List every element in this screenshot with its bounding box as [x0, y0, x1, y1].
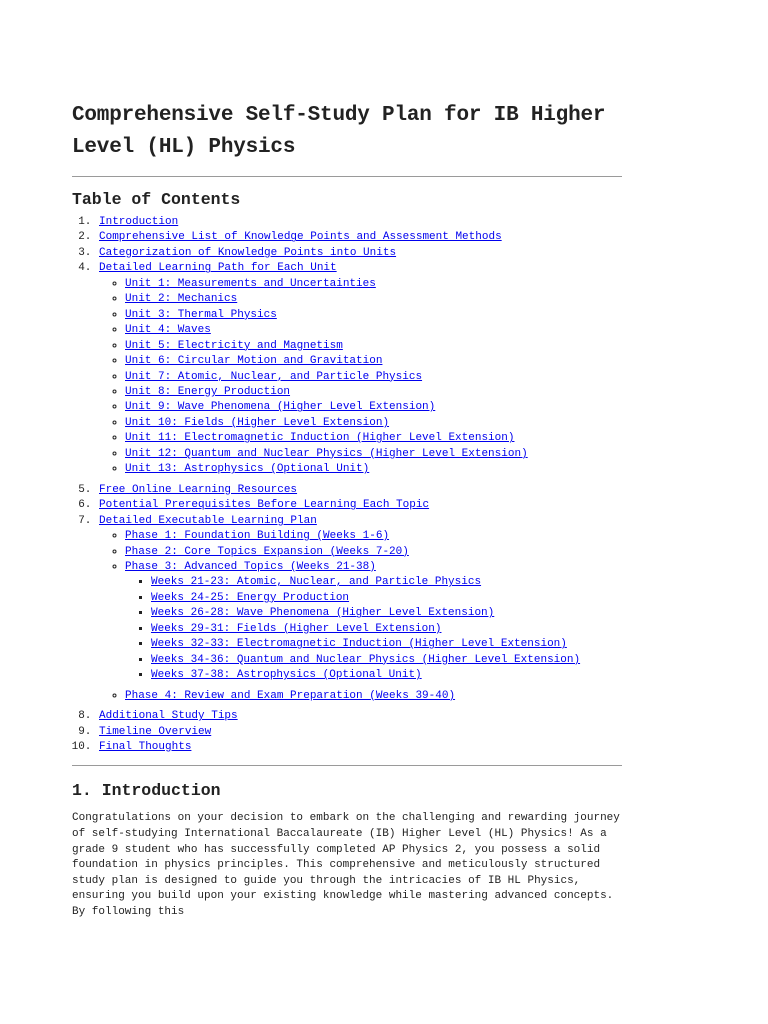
toc-subitem	[125, 529, 622, 544]
toc-link-weeks[interactable]: Weeks 26-28: Wave Phenomena (Higher Level Extension)	[151, 607, 495, 620]
toc-subitem	[125, 431, 622, 446]
toc-subitem	[125, 560, 622, 684]
toc-link-unit[interactable]: Unit 9: Wave Phenomena (Higher Level Extension)	[125, 401, 436, 414]
toc-subitem	[125, 370, 622, 385]
toc-item	[98, 261, 622, 477]
toc-link-final-thoughts[interactable]: Final Thoughts	[99, 740, 192, 753]
toc-item	[98, 514, 622, 704]
toc-link-unit[interactable]: Unit 2: Mechanics	[125, 293, 238, 306]
toc-link-phase-2[interactable]: Phase 2: Core Topics Expansion (Weeks 7-20)	[125, 545, 409, 558]
divider	[72, 765, 622, 766]
toc-link-phase-1[interactable]: Phase 1: Foundation Building (Weeks 1-6)	[125, 530, 390, 543]
toc-subsubitem	[151, 575, 622, 590]
toc-subitem	[125, 354, 622, 369]
toc-subsubitem	[151, 591, 622, 606]
toc-link-weeks[interactable]: Weeks 21-23: Atomic, Nuclear, and Particle Physics	[151, 576, 482, 589]
toc-link-unit[interactable]: Unit 3: Thermal Physics	[125, 308, 277, 321]
toc-link-unit[interactable]: Unit 12: Quantum and Nuclear Physics (Higher Level Extension)	[125, 447, 528, 460]
toc-link-learning-path[interactable]: Detailed Learning Path for Each Unit	[99, 262, 337, 275]
document	[72, 100, 622, 921]
toc-link-knowledge-points[interactable]: Comprehensive List of Knowledge Points and Assessment Methods	[99, 231, 502, 244]
toc-link-categorization[interactable]: Categorization of Knowledge Points into Units	[99, 246, 397, 259]
toc-link-unit[interactable]: Unit 6: Circular Motion and Gravitation	[125, 355, 383, 368]
introduction-paragraph: Congratulations on your decision to embark on the challenging and rewarding journey of self-studying International Baccalaureate (IB) Higher Level (HL) Physics! As a grade 9 student who has successfully completed AP Physics 2, you possess a solid foundation in physics principles. This comprehensive and meticulously structured study plan is designed to guide you through the intricacies of IB HL Physics, ensuring you build upon your existing knowledge while mastering advanced concepts. By following this	[72, 812, 620, 918]
toc-item	[98, 740, 622, 755]
toc-subitem	[125, 277, 622, 292]
toc-link-weeks[interactable]: Weeks 29-31: Fields (Higher Level Extension)	[151, 622, 442, 635]
toc-item	[98, 230, 622, 245]
units-list	[99, 277, 622, 478]
toc-item	[98, 725, 622, 740]
toc-subsubitem	[151, 606, 622, 621]
toc-subitem	[125, 545, 622, 560]
toc-subitem	[125, 689, 622, 704]
toc-link-unit[interactable]: Unit 8: Energy Production	[125, 385, 291, 398]
toc-subsubitem	[151, 668, 622, 683]
toc-link-weeks[interactable]: Weeks 37-38: Astrophysics (Optional Unit)	[151, 669, 422, 682]
toc-subitem	[125, 447, 622, 462]
divider	[72, 176, 622, 177]
toc-link-introduction[interactable]: Introduction	[99, 216, 179, 228]
toc-link-weeks[interactable]: Weeks 24-25: Energy Production	[151, 591, 350, 604]
toc-link-phase-3[interactable]: Phase 3: Advanced Topics (Weeks 21-38)	[125, 560, 376, 573]
toc-link-unit[interactable]: Unit 4: Waves	[125, 324, 211, 337]
toc-subsubitem	[151, 653, 622, 668]
toc-link-unit[interactable]: Unit 5: Electricity and Magnetism	[125, 339, 343, 352]
weeks-list	[125, 575, 622, 683]
section-heading-introduction: 1. Introduction	[72, 781, 221, 801]
toc-item	[98, 483, 622, 498]
toc-subitem	[125, 292, 622, 307]
toc-item	[98, 246, 622, 261]
toc-item	[98, 709, 622, 724]
toc-heading: Table of Contents	[72, 190, 241, 209]
toc-link-phase-4[interactable]: Phase 4: Review and Exam Preparation (Weeks 39-40)	[125, 689, 456, 702]
toc-subitem	[125, 308, 622, 323]
toc-link-resources[interactable]: Free Online Learning Resources	[99, 483, 298, 496]
toc-subsubitem	[151, 622, 622, 637]
toc-subitem	[125, 385, 622, 400]
table-of-contents	[72, 215, 622, 755]
toc-subitem	[125, 323, 622, 338]
toc-link-timeline[interactable]: Timeline Overview	[99, 725, 212, 738]
toc-subitem	[125, 416, 622, 431]
toc-link-unit[interactable]: Unit 1: Measurements and Uncertainties	[125, 277, 376, 290]
toc-link-unit[interactable]: Unit 13: Astrophysics (Optional Unit)	[125, 463, 370, 476]
toc-item	[98, 215, 622, 230]
toc-link-prerequisites[interactable]: Potential Prerequisites Before Learning Each Topic	[99, 499, 430, 512]
toc-link-executable-plan[interactable]: Detailed Executable Learning Plan	[99, 514, 317, 527]
toc-item	[98, 498, 622, 513]
toc-link-unit[interactable]: Unit 10: Fields (Higher Level Extension)	[125, 416, 390, 429]
toc-subitem	[125, 400, 622, 415]
phases-list	[99, 529, 622, 704]
toc-subsubitem	[151, 637, 622, 652]
toc-link-unit[interactable]: Unit 11: Electromagnetic Induction (Higher Level Extension)	[125, 432, 515, 445]
toc-link-weeks[interactable]: Weeks 32-33: Electromagnetic Induction (Higher Level Extension)	[151, 638, 567, 651]
toc-link-unit[interactable]: Unit 7: Atomic, Nuclear, and Particle Physics	[125, 370, 423, 383]
toc-subitem	[125, 339, 622, 354]
toc-link-weeks[interactable]: Weeks 34-36: Quantum and Nuclear Physics (Higher Level Extension)	[151, 653, 581, 666]
page-title: Comprehensive Self-Study Plan for IB Higher Level (HL) Physics	[72, 104, 606, 159]
toc-link-study-tips[interactable]: Additional Study Tips	[99, 710, 238, 723]
toc-subitem	[125, 462, 622, 477]
